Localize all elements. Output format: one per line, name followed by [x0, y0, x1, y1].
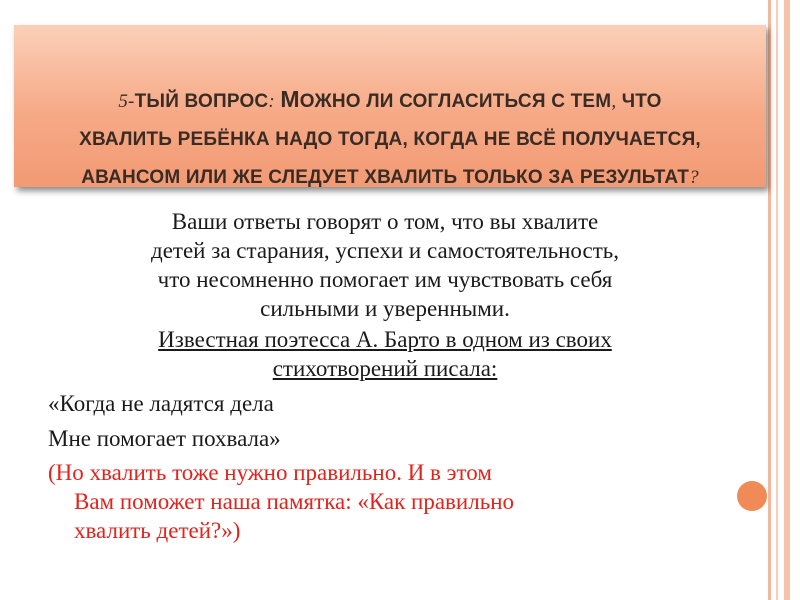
title-text: ОЖНО ЛИ СОГЛАСИТЬСЯ С ТЕМ — [299, 91, 612, 112]
title-bar — [14, 25, 766, 187]
text-line: стихотворений писала: — [272, 356, 498, 381]
title-text: АВАНСОМ ИЛИ ЖЕ СЛЕДУЕТ ХВАЛИТЬ ТОЛЬКО ЗА РЕЗУЛЬТАТ — [81, 167, 690, 188]
decor-dot — [737, 481, 767, 511]
title-comma: , — [611, 91, 617, 112]
title-line-3 — [14, 159, 766, 197]
text-line: что несомненно помогает им чувствовать себя — [157, 267, 613, 292]
text-line: хвалить детей?») — [74, 518, 241, 543]
quote-line-2: Мне помогает похвала» — [48, 426, 281, 451]
answers-paragraph — [40, 207, 730, 323]
title-text: ТЫЙ ВОПРОС — [134, 91, 269, 112]
title-initial: М — [280, 86, 300, 112]
text-line: Известная поэтесса А. Барто в одном из своих — [158, 327, 612, 352]
decor-stripe — [784, 0, 790, 600]
text-line: детей за старания, успехи и самостоятельность, — [151, 238, 619, 263]
slide-body — [40, 207, 730, 568]
slide-title — [14, 80, 766, 197]
decor-stripe — [768, 0, 771, 600]
decor-stripe — [776, 0, 778, 600]
title-number: 5- — [118, 91, 135, 112]
quote-line-1: «Когда не ладятся дела — [48, 391, 274, 416]
text-line: сильными и уверенными. — [260, 296, 510, 321]
title-line-1 — [14, 80, 766, 121]
title-line-2: ХВАЛИТЬ РЕБЁНКА НАДО ТОГДА, КОГДА НЕ ВСЁ ПОЛУЧАЕТСЯ, — [79, 129, 701, 150]
text-line: Вам поможет наша памятка: «Как правильно — [74, 489, 514, 514]
title-text: ЧТО — [621, 91, 662, 112]
memo-note — [40, 458, 730, 545]
title-question-mark: ? — [689, 167, 699, 188]
barto-intro — [40, 325, 730, 383]
text-line: (Но хвалить тоже нужно правильно. И в этом — [48, 460, 492, 485]
title-colon: : — [268, 91, 275, 112]
text-line: Ваши ответы говорят о том, что вы хвалите — [171, 209, 599, 234]
